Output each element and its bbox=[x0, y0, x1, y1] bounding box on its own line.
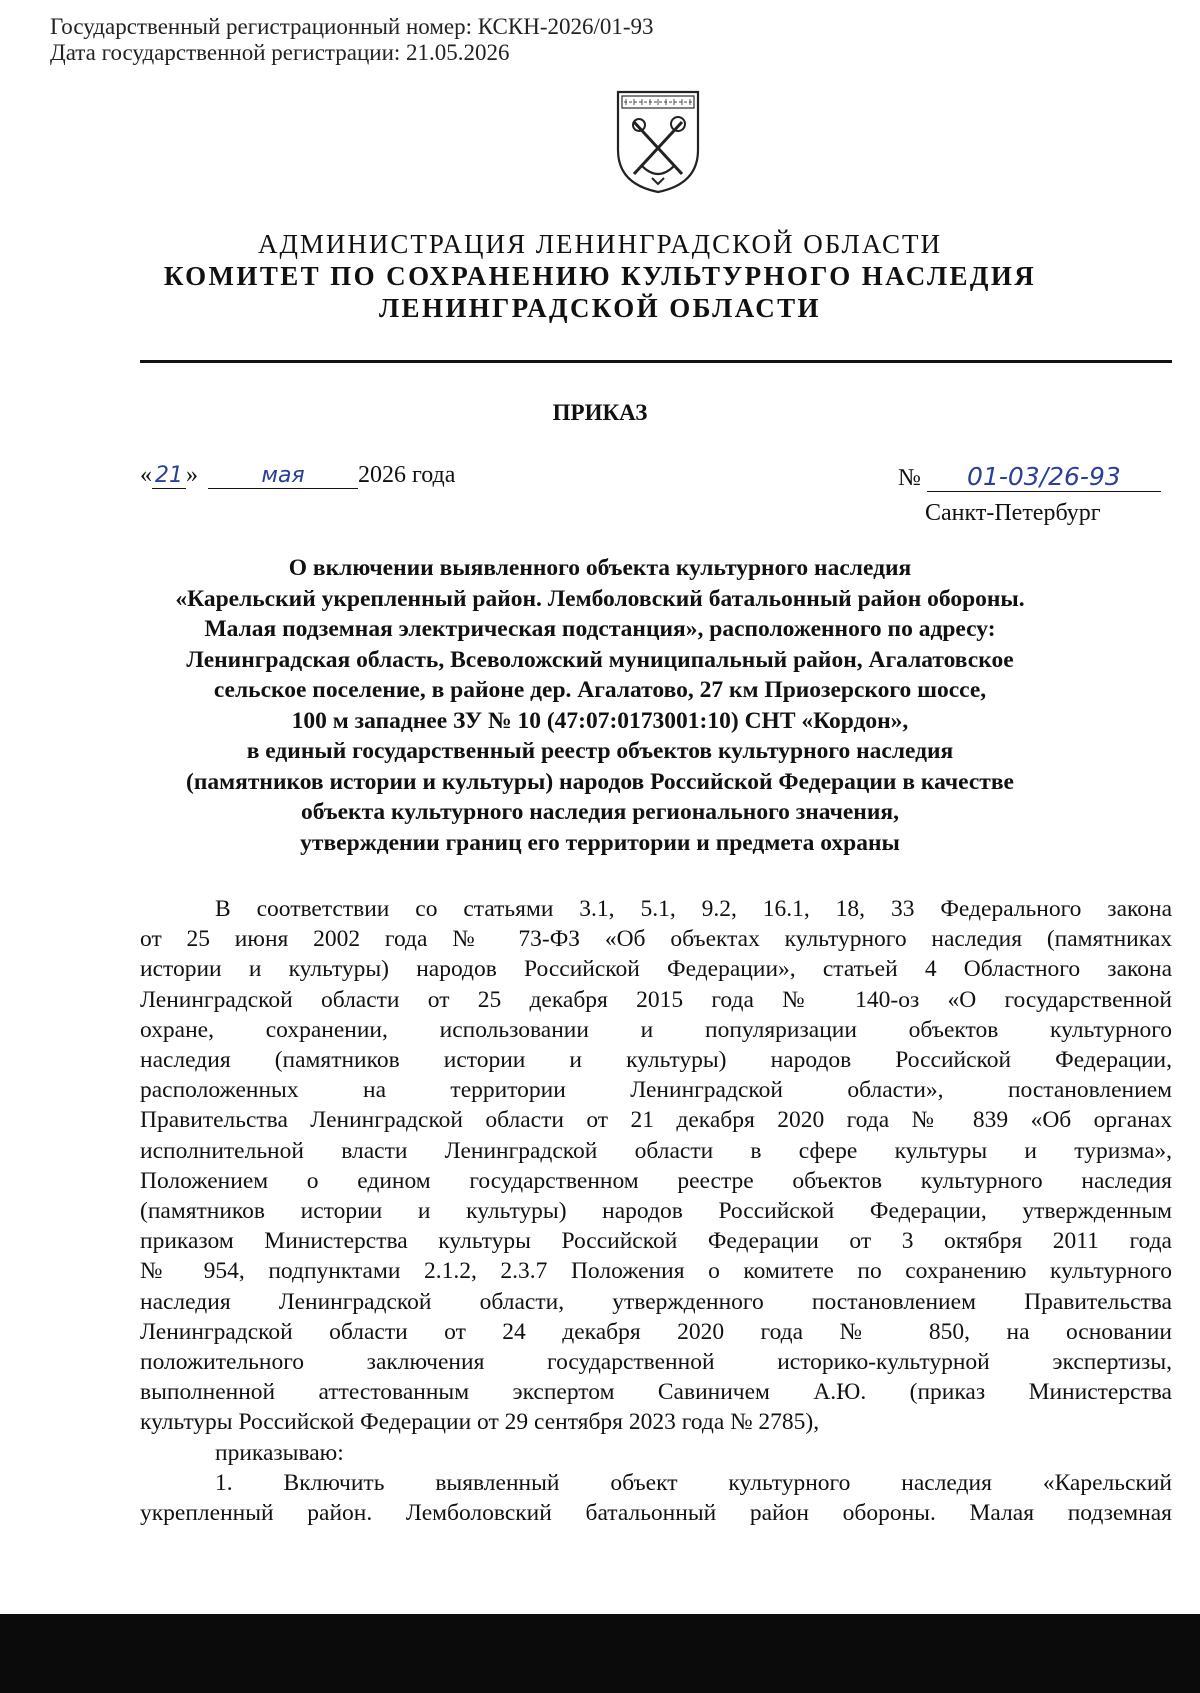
body-line: исполнительной власти Ленинградской области в сфере культуры и туризма», bbox=[140, 1137, 1172, 1164]
number-prefix: № bbox=[898, 465, 921, 491]
body-line: № 954, подпунктами 2.1.2, 2.3.7 Положения о комитете по сохранению культурного bbox=[140, 1258, 1172, 1285]
document-type: ПРИКАЗ bbox=[552, 400, 648, 425]
body-line: охране, сохранении, использовании и популяризации объектов культурного bbox=[140, 1016, 1172, 1043]
body-line: выполненной аттестованным экспертом Савиничем А.Ю. (приказ Министерства bbox=[140, 1379, 1172, 1406]
body-line: приказом Министерства культуры Российской Федерации от 3 октября 2011 года bbox=[140, 1228, 1172, 1255]
body-line: Положением о едином государственном реестре объектов культурного наследия bbox=[140, 1167, 1172, 1194]
order-title bbox=[0, 553, 1200, 858]
title-line: О включении выявленного объекта культурного наследия bbox=[288, 555, 912, 581]
coat-of-arms-icon bbox=[612, 88, 704, 196]
title-line: «Карельский укрепленный район. Лемболовский батальонный район обороны. bbox=[175, 585, 1025, 612]
body-line: наследия Ленинградской области, утвержденного постановлением Правительства bbox=[140, 1288, 1172, 1315]
body-line: от 25 июня 2002 года № 73-ФЗ «Об объектах культурного наследия (памятниках bbox=[140, 926, 1172, 953]
org-name-line3: ЛЕНИНГРАДСКОЙ ОБЛАСТИ bbox=[379, 293, 821, 323]
registration-date: Дата государственной регистрации: 21.05.2026 bbox=[50, 40, 510, 65]
date-close-quote: » bbox=[186, 462, 198, 488]
body-line: Ленинградской области от 24 декабря 2020 года № 850, на основании bbox=[140, 1318, 1172, 1345]
title-line: Малая подземная электрическая подстанция», расположенного по адресу: bbox=[204, 616, 996, 642]
title-line: объекта культурного наследия регионального значения, bbox=[301, 799, 899, 825]
body-line: расположенных на территории Ленинградской области», постановлением bbox=[140, 1077, 1172, 1104]
item-line: укрепленный район. Лемболовский батальонный район обороны. Малая подземная bbox=[140, 1500, 1172, 1527]
title-line: (памятников истории и культуры) народов Российской Федерации в качестве bbox=[186, 768, 1014, 795]
body-line: В соответствии со статьями 3.1, 5.1, 9.2, 16.1, 18, 33 Федерального закона bbox=[215, 896, 1172, 922]
date-month: мая bbox=[208, 463, 358, 489]
number-value: 01-03/26-93 bbox=[927, 462, 1161, 492]
body-line: наследия (памятников истории и культуры) народов Российской Федерации, bbox=[140, 1047, 1172, 1074]
title-line: Ленинградская область, Всеволожский муниципальный район, Агалатовское bbox=[186, 646, 1014, 673]
date-day: 21 bbox=[152, 463, 186, 489]
date-year: 2026 года bbox=[358, 462, 456, 488]
header-divider bbox=[140, 360, 1172, 363]
body-line: (памятников истории и культуры) народов Российской Федерации, утвержденным bbox=[140, 1198, 1172, 1225]
order-number bbox=[898, 462, 1161, 492]
title-line: сельское поселение, в районе дер. Агалатово, 27 км Приозерского шоссе, bbox=[213, 677, 987, 703]
title-line: в единый государственный реестр объектов культурного наследия bbox=[246, 738, 954, 764]
title-line: 100 м западнее ЗУ № 10 (47:07:0173001:10) СНТ «Кордон», bbox=[291, 707, 909, 734]
order-word: приказываю: bbox=[215, 1439, 344, 1466]
item-line: 1. Включить выявленный объект культурного наследия «Карельский bbox=[215, 1469, 1172, 1496]
body-line: Ленинградской области от 25 декабря 2015 года № 140-оз «О государственной bbox=[140, 986, 1172, 1013]
body-line: истории и культуры) народов Российской Федерации», статьей 4 Областного закона bbox=[140, 956, 1172, 983]
date-open-quote: « bbox=[140, 462, 152, 488]
body-line: положительного заключения государственной историко-культурной экспертизы, bbox=[140, 1349, 1172, 1376]
city: Санкт-Петербург bbox=[925, 500, 1101, 526]
body-line: культуры Российской Федерации от 29 сентября 2023 года № 2785), bbox=[140, 1409, 820, 1436]
registration-info bbox=[50, 14, 654, 66]
order-date bbox=[140, 462, 455, 496]
org-name-line2: КОМИТЕТ ПО СОХРАНЕНИЮ КУЛЬТУРНОГО НАСЛЕДИЯ bbox=[163, 261, 1037, 291]
body-line: Правительства Ленинградской области от 21 декабря 2020 года № 839 «Об органах bbox=[140, 1107, 1172, 1134]
title-line: утверждении границ его территории и предмета охраны bbox=[300, 829, 900, 856]
scan-border bbox=[0, 1614, 1200, 1693]
org-name-line1: АДМИНИСТРАЦИЯ ЛЕНИНГРАДСКОЙ ОБЛАСТИ bbox=[257, 229, 942, 259]
order-body bbox=[140, 894, 1172, 1528]
registration-number: Государственный регистрационный номер: КСКН-2026/01-93 bbox=[50, 14, 654, 39]
